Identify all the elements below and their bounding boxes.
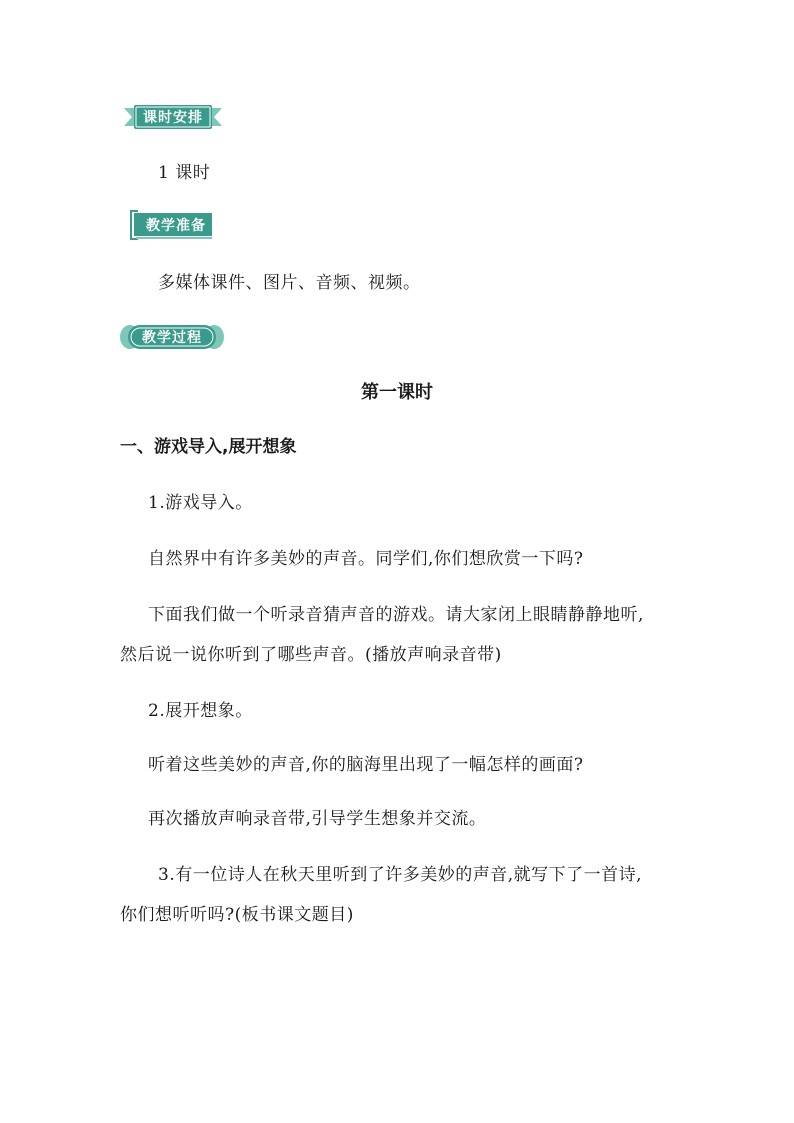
paragraph-game-line2: 然后说一说你听到了哪些声音。(播放声响录音带) — [120, 645, 502, 665]
paragraph-step-3-line2: 你们想听听吗?(板书课文题目) — [120, 905, 354, 925]
paragraph-step-1: 1.游戏导入。 — [148, 493, 253, 513]
paragraph-step-3-line1: 3.有一位诗人在秋天里听到了许多美妙的声音,就写下了一首诗, — [158, 865, 643, 885]
section-heading: 一、游戏导入,展开想象 — [120, 437, 297, 457]
process-badge — [120, 322, 224, 352]
lesson-title: 第一课时 — [361, 382, 433, 403]
schedule-value: 1 课时 — [158, 163, 211, 183]
paragraph-game-line1: 下面我们做一个听录音猜声音的游戏。请大家闭上眼睛静静地听, — [148, 605, 644, 625]
process-badge-label: 教学过程 — [142, 330, 202, 346]
prep-value: 多媒体课件、图片、音频、视频。 — [158, 273, 421, 293]
paragraph-replay: 再次播放声响录音带,引导学生想象并交流。 — [148, 809, 487, 829]
paragraph-imagine: 听着这些美妙的声音,你的脑海里出现了一幅怎样的画面? — [148, 755, 584, 775]
schedule-badge-label: 课时安排 — [143, 110, 203, 126]
prep-badge-label: 教学准备 — [146, 217, 206, 234]
paragraph-intro: 自然界中有许多美妙的声音。同学们,你们想欣赏一下吗? — [148, 549, 584, 569]
prep-badge — [130, 210, 214, 240]
paragraph-step-2: 2.展开想象。 — [148, 701, 253, 721]
schedule-badge — [124, 102, 222, 132]
